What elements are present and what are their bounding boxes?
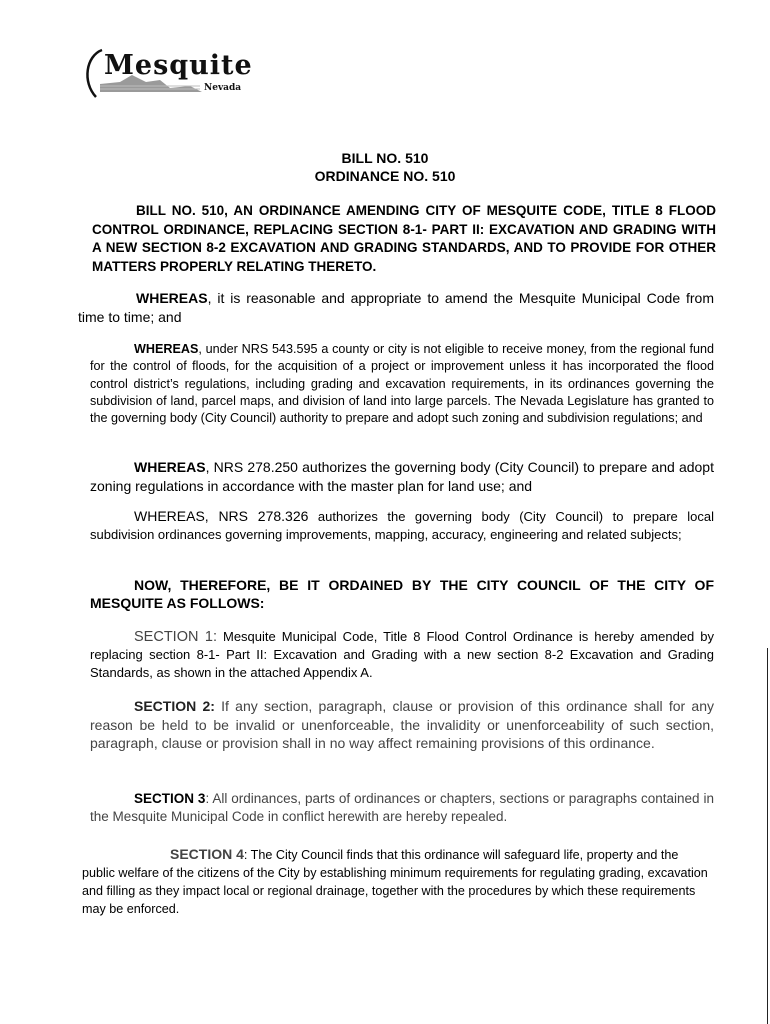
whereas-paragraph-3 xyxy=(90,458,714,496)
whereas-2-lead: WHEREAS xyxy=(134,342,199,356)
whereas-1-text: , it is reasonable and appropriate to amend the Mesquite Municipal Code from time to time; and xyxy=(78,290,714,325)
bill-number: BILL NO. 510 xyxy=(341,150,429,166)
whereas-4-text: authorizes the governing body (City Council) to prepare local subdivision ordinances governing improvements, mapping, accuracy, engineering and related subjects; xyxy=(90,509,714,542)
section-1-lead: SECTION 1: xyxy=(134,629,217,645)
section-3 xyxy=(90,790,714,826)
whereas-paragraph-4 xyxy=(90,508,714,543)
section-1-text: Mesquite Municipal Code, Title 8 Flood Control Ordinance is hereby amended by replacing section 8-1- Part II: Excavation and Grading with a new section 8-2 Excavation and Grading Standards, as shown in the attached Appendix A. xyxy=(90,629,715,680)
section-4-lead: SECTION 4 xyxy=(170,846,244,862)
section-4 xyxy=(82,845,714,918)
whereas-paragraph-2 xyxy=(90,341,714,427)
section-2-lead: SECTION 2: xyxy=(134,698,215,714)
section-1 xyxy=(90,628,714,682)
section-3-lead: SECTION 3 xyxy=(134,791,206,806)
whereas-3-lead: WHEREAS xyxy=(134,459,206,475)
whereas-1-lead: WHEREAS xyxy=(136,290,208,306)
ordinance-title-text: BILL NO. 510, AN ORDINANCE AMENDING CITY OF MESQUITE CODE, TITLE 8 FLOOD CONTROL ORDINANCE, REPLACING SECTION 8-1- PART II: EXCAVATION AND GRADING WITH A NEW SECTION 8-2 EXCAVATION AND GRADING STANDARDS, AND TO PROVIDE FOR OTHER MATTERS PROPERLY RELATING THERETO. xyxy=(92,203,716,274)
now-therefore-text: NOW, THEREFORE, BE IT ORDAINED BY THE CITY COUNCIL OF THE CITY OF MESQUITE AS FOLLOWS: xyxy=(90,577,714,611)
scan-margin-line xyxy=(767,648,768,1024)
section-4-text: : The City Council finds that this ordinance will safeguard life, property and the public welfare of the citizens of the City by establishing minimum requirements for regulating grading, excavation and filling as they impact local or regional drainage, together with the procedures by which these requirements may be enforced. xyxy=(82,848,708,916)
section-2-text: If any section, paragraph, clause or provision of this ordinance shall for any reason be held to be invalid or unenforceable, the invalidity or unenforceability of such section, paragraph, clause or provision shall in no way affect remaining provisions of this ordinance. xyxy=(90,698,714,751)
whereas-4-lead: WHEREAS, NRS 278.326 xyxy=(134,508,309,524)
now-therefore-clause xyxy=(90,576,714,612)
logo-wordmark: Mesquite xyxy=(104,50,253,81)
mesquite-logo xyxy=(80,42,260,112)
ordinance-number: ORDINANCE NO. 510 xyxy=(314,168,456,184)
section-2 xyxy=(90,697,714,753)
ordinance-title xyxy=(92,202,716,276)
whereas-paragraph-1 xyxy=(78,289,714,327)
section-3-text: : All ordinances, parts of ordinances or chapters, sections or paragraphs contained in the Mesquite Municipal Code in conflict herewith are hereby repealed. xyxy=(90,791,714,824)
whereas-2-text: , under NRS 543.595 a county or city is not eligible to receive money, from the regional fund for the control of floods, for the acquisition of a project or improvement unless it has incorporated the flood control district’s regulations, including grading and excavation requirements, in its ordinances governing the subdivision of land, parcel maps, and division of land into large parcels. The Nevada Legislature has granted to the governing body (City Council) authority to prepare and adopt such zoning and subdivision regulations; and xyxy=(90,342,714,426)
whereas-3-text: , NRS 278.250 authorizes the governing body (City Council) to prepare and adopt zoning regulations in accordance with the master plan for land use; and xyxy=(90,459,714,494)
logo-state: Nevada xyxy=(204,83,242,93)
